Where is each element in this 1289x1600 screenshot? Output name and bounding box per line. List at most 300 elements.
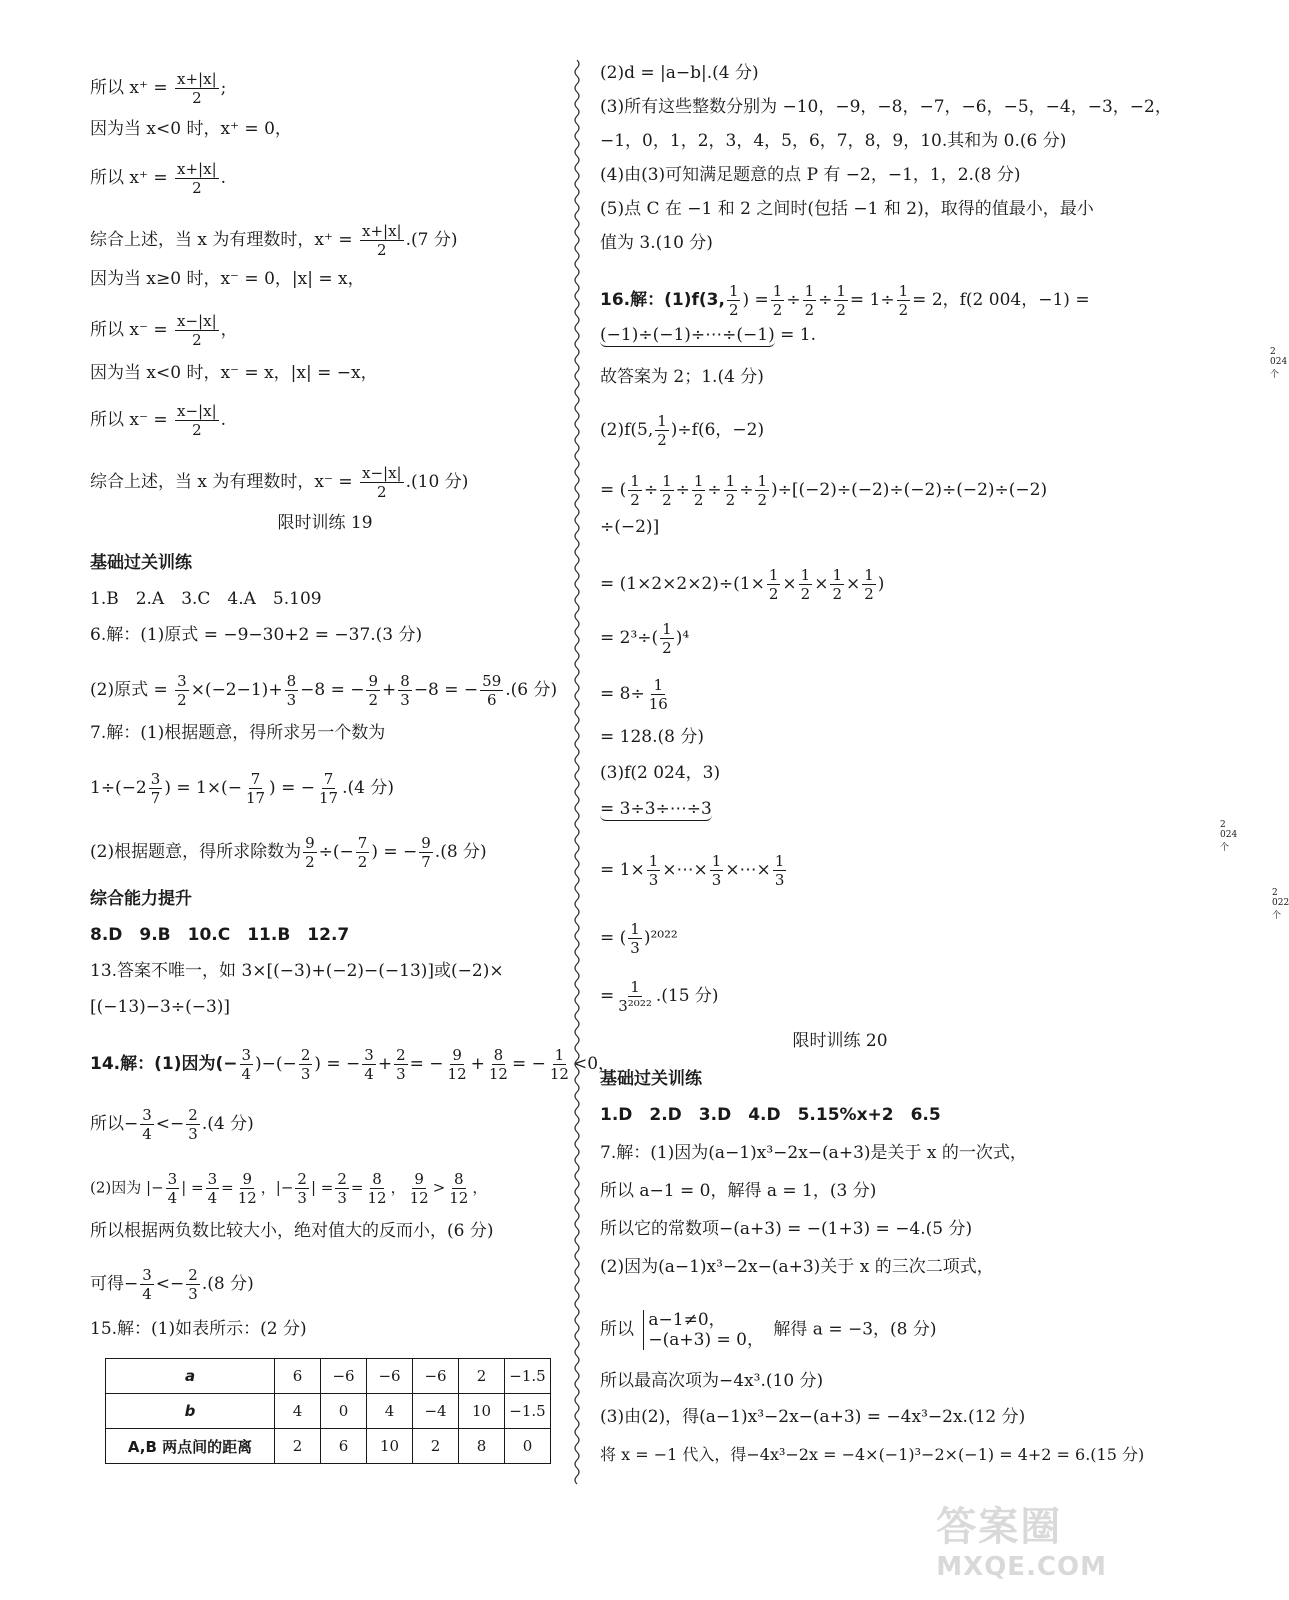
numerator: 1 bbox=[711, 852, 722, 870]
text: + bbox=[377, 1054, 393, 1074]
table-row bbox=[106, 1394, 551, 1429]
numerator: 7 bbox=[323, 770, 334, 788]
q7-part3 bbox=[90, 834, 487, 871]
fraction bbox=[175, 312, 219, 349]
text: + bbox=[470, 1054, 485, 1074]
fraction bbox=[356, 834, 370, 871]
line-8 bbox=[90, 402, 226, 439]
line: (3)所有这些整数分别为 −10，−9，−8，−7，−6，−5，−4，−3，−2， bbox=[600, 97, 1172, 117]
numerator: 1 bbox=[898, 282, 909, 300]
denominator: 2 bbox=[662, 639, 672, 657]
numerator: 1 bbox=[725, 472, 736, 490]
numerator: 1 bbox=[804, 282, 815, 300]
text: )÷f(6，−2) bbox=[670, 420, 765, 440]
text: ÷ bbox=[643, 480, 659, 500]
fraction bbox=[446, 1046, 469, 1083]
row-header: a bbox=[106, 1359, 275, 1394]
numerator: x+|x| bbox=[177, 70, 217, 88]
denominator: 2 bbox=[725, 491, 736, 509]
numerator: 1 bbox=[630, 920, 640, 938]
denominator: 3²⁰²² bbox=[618, 997, 652, 1015]
numerator: 1 bbox=[774, 852, 785, 870]
text: )−(− bbox=[255, 1054, 297, 1074]
q16-part9 bbox=[600, 676, 672, 713]
denominator: 12 bbox=[409, 1189, 429, 1207]
fraction bbox=[548, 1046, 571, 1083]
text: .(15 分) bbox=[655, 986, 719, 1006]
fraction bbox=[830, 566, 844, 603]
denominator: 3 bbox=[630, 939, 640, 957]
denominator: 3 bbox=[188, 1285, 198, 1303]
text: = 1× bbox=[600, 860, 645, 880]
denominator: 2 bbox=[772, 301, 783, 319]
numerator: x−|x| bbox=[177, 312, 217, 330]
fraction bbox=[727, 282, 741, 319]
fraction bbox=[692, 472, 706, 509]
equation: a−1≠0， bbox=[648, 1310, 726, 1330]
text: −8 = − bbox=[300, 680, 365, 700]
numerator: 1 bbox=[757, 472, 768, 490]
text: 解得 a = −3，(8 分) bbox=[773, 1319, 937, 1340]
denominator: 4 bbox=[142, 1285, 152, 1303]
text: ， bbox=[472, 1178, 488, 1197]
numerator: 1 bbox=[554, 1046, 565, 1064]
denominator: 2 bbox=[192, 421, 202, 439]
fraction bbox=[140, 1106, 154, 1143]
line: 所以它的常数项−(a+3) = −(1+3) = −4.(5 分) bbox=[600, 1219, 973, 1239]
numerator: 9 bbox=[305, 834, 315, 852]
fraction bbox=[365, 1170, 388, 1207]
fraction bbox=[175, 160, 219, 197]
denominator: 3 bbox=[648, 871, 659, 889]
text: × bbox=[814, 574, 829, 594]
text: = bbox=[221, 1178, 234, 1197]
numerator: x−|x| bbox=[177, 402, 217, 420]
denominator: 17 bbox=[318, 789, 339, 807]
denominator: 4 bbox=[167, 1189, 178, 1207]
line: (5)点 C 在 −1 和 2 之间时(包括 −1 和 2)，取得的值最小，最小 bbox=[600, 199, 1094, 219]
denominator: 2 bbox=[832, 585, 842, 603]
denominator: 2 bbox=[630, 491, 640, 509]
text: ) bbox=[877, 574, 885, 594]
column-divider bbox=[572, 60, 582, 1480]
text: ) = − bbox=[269, 778, 315, 798]
q16-part15 bbox=[600, 978, 719, 1015]
fraction bbox=[408, 1170, 431, 1207]
fraction bbox=[647, 676, 670, 713]
line: 所以最高次项为−4x³.(10 分) bbox=[600, 1371, 824, 1391]
line-2: 因为当 x<0 时，x⁺ = 0， bbox=[90, 119, 292, 139]
text: ÷ bbox=[786, 290, 801, 310]
denominator: 2 bbox=[377, 483, 387, 501]
denominator: 4 bbox=[241, 1065, 252, 1083]
fraction bbox=[186, 1266, 200, 1303]
q13-line2: [(−13)−3÷(−3)] bbox=[90, 997, 231, 1017]
fraction bbox=[360, 222, 404, 259]
table-cell: 10 bbox=[367, 1429, 413, 1464]
denominator: 3 bbox=[297, 1189, 307, 1207]
answers-line: 1.B 2.A 3.C 4.A 5.109 bbox=[90, 589, 322, 609]
numerator: 1 bbox=[864, 566, 874, 584]
table-cell: 0 bbox=[321, 1394, 367, 1429]
denominator: 17 bbox=[245, 789, 266, 807]
text: ÷ bbox=[675, 480, 690, 500]
text: = 2³÷( bbox=[600, 628, 659, 648]
denominator: 2 bbox=[657, 431, 667, 449]
line-9 bbox=[90, 464, 468, 501]
fraction bbox=[394, 1046, 408, 1083]
numerator: 8 bbox=[400, 672, 410, 690]
denominator: 2 bbox=[693, 491, 704, 509]
numerator: 7 bbox=[357, 834, 368, 852]
text: ÷ bbox=[818, 290, 833, 310]
q14-part5 bbox=[90, 1266, 254, 1303]
text: 所以 x⁺ = bbox=[90, 168, 168, 188]
denominator: 6 bbox=[486, 691, 497, 709]
line: 所以 a−1 = 0，解得 a = 1，(3 分) bbox=[600, 1181, 877, 1201]
fraction bbox=[862, 566, 876, 603]
numerator: 1 bbox=[630, 472, 640, 490]
fraction bbox=[660, 472, 674, 509]
text: = 8÷ bbox=[600, 684, 645, 704]
text: 综合上述，当 x 为有理数时，x⁻ = bbox=[90, 472, 353, 492]
fraction bbox=[175, 402, 219, 439]
text: + bbox=[382, 680, 397, 700]
line: (4)由(3)可知满足题意的点 P 有 −2，−1，1，2.(8 分) bbox=[600, 165, 1021, 185]
denominator: 12 bbox=[237, 1189, 257, 1207]
distance-table bbox=[105, 1358, 551, 1464]
denominator: 7 bbox=[150, 789, 161, 807]
brace-label: 2 024个 bbox=[1220, 820, 1238, 853]
numerator: x−|x| bbox=[362, 464, 402, 482]
line: = 128.(8 分) bbox=[600, 727, 704, 747]
text: (2)根据题意，得所求除数为 bbox=[90, 842, 302, 862]
text: ; bbox=[220, 78, 227, 98]
fraction bbox=[236, 1170, 259, 1207]
text: > bbox=[432, 1178, 446, 1197]
numerator: 3 bbox=[142, 1266, 152, 1284]
q6-part1: 6.解：(1)原式 = −9−30+2 = −37.(3 分) bbox=[90, 625, 423, 645]
text: = (1×2×2×2)÷(1× bbox=[600, 574, 765, 594]
q16-part14 bbox=[600, 920, 678, 957]
fraction bbox=[317, 770, 340, 807]
text: ， bbox=[220, 320, 238, 340]
numerator: 9 bbox=[242, 1170, 253, 1188]
text: = − bbox=[511, 1054, 546, 1074]
q6-part2 bbox=[90, 672, 557, 709]
fraction bbox=[398, 672, 412, 709]
denominator: 2 bbox=[357, 853, 368, 871]
fraction bbox=[186, 1106, 200, 1143]
table-cell: 10 bbox=[459, 1394, 505, 1429]
numerator: 3 bbox=[207, 1170, 218, 1188]
q14-part4: 所以根据两负数比较大小，绝对值大的反而小，(6 分) bbox=[90, 1221, 494, 1241]
fraction bbox=[285, 672, 299, 709]
table-cell: 2 bbox=[459, 1359, 505, 1394]
answers-line: 1.D 2.D 3.D 4.D 5.15%x+2 6.5 bbox=[600, 1105, 941, 1125]
fraction bbox=[303, 834, 317, 871]
denominator: 2 bbox=[864, 585, 874, 603]
text: 14.解：(1)因为(− bbox=[90, 1054, 238, 1074]
text: .(8 分) bbox=[201, 1274, 254, 1294]
section-title: 限时训练 20 bbox=[792, 1031, 888, 1051]
q16-part12 bbox=[600, 798, 712, 821]
fraction bbox=[419, 834, 433, 871]
denominator: 12 bbox=[447, 1065, 467, 1083]
line: (3)f(2 024，3) bbox=[600, 763, 721, 783]
text: ×(−2−1)+ bbox=[190, 680, 283, 700]
numerator: 1 bbox=[832, 566, 842, 584]
row-header: A,B 两点间的距离 bbox=[106, 1429, 275, 1464]
section-heading: 基础过关训练 bbox=[90, 553, 192, 573]
numerator: 9 bbox=[368, 672, 379, 690]
text: 所以 x⁻ = bbox=[90, 320, 168, 340]
table-cell: 4 bbox=[367, 1394, 413, 1429]
denominator: 2 bbox=[368, 691, 379, 709]
q14-part2 bbox=[90, 1106, 254, 1143]
brace-label: 2 024个 bbox=[1270, 347, 1288, 380]
fraction bbox=[755, 472, 769, 509]
denominator: 12 bbox=[367, 1189, 387, 1207]
line-3 bbox=[90, 160, 226, 197]
table-cell: −6 bbox=[367, 1359, 413, 1394]
line-7: 因为当 x<0 时，x⁻ = x，|x| = −x， bbox=[90, 363, 378, 383]
denominator: 2 bbox=[757, 491, 768, 509]
q16-part4 bbox=[600, 412, 764, 449]
text: ×⋯× bbox=[725, 860, 771, 880]
section-heading: 综合能力提升 bbox=[90, 889, 192, 909]
numerator: 8 bbox=[493, 1046, 504, 1064]
fraction bbox=[767, 566, 781, 603]
table-cell: 6 bbox=[321, 1429, 367, 1464]
denominator: 2 bbox=[836, 301, 846, 319]
denominator: 4 bbox=[207, 1189, 218, 1207]
denominator: 2 bbox=[662, 491, 672, 509]
q16-part7 bbox=[600, 566, 884, 603]
denominator: 3 bbox=[300, 1065, 311, 1083]
watermark-bottom: MXQE.COM bbox=[936, 1552, 1107, 1582]
denominator: 4 bbox=[364, 1065, 374, 1083]
fraction bbox=[240, 1046, 254, 1083]
denominator: 2 bbox=[898, 301, 909, 319]
numerator: 1 bbox=[662, 472, 672, 490]
fraction bbox=[710, 852, 724, 889]
denominator: 2 bbox=[800, 585, 811, 603]
text: = ( bbox=[600, 480, 627, 500]
line: (2)d = |a−b|.(4 分) bbox=[600, 63, 759, 83]
denominator: 3 bbox=[711, 871, 722, 889]
denominator: 3 bbox=[774, 871, 785, 889]
text: ) = bbox=[742, 290, 769, 310]
braced-expression: (−1)÷(−1)÷⋯÷(−1) bbox=[600, 325, 775, 345]
fraction bbox=[628, 920, 642, 957]
denominator: 2 bbox=[192, 89, 202, 107]
denominator: 3 bbox=[188, 1125, 198, 1143]
text: 所以 x⁻ = bbox=[90, 410, 168, 430]
line-5: 因为当 x≥0 时，x⁻ = 0，|x| = x， bbox=[90, 269, 365, 289]
text: = 1÷ bbox=[849, 290, 895, 310]
denominator: 12 bbox=[449, 1189, 469, 1207]
numerator: 2 bbox=[300, 1046, 311, 1064]
text: ÷(− bbox=[318, 842, 354, 862]
numerator: 3 bbox=[142, 1106, 152, 1124]
watermark bbox=[936, 1495, 1107, 1582]
denominator: 2 bbox=[177, 691, 187, 709]
fraction bbox=[655, 412, 669, 449]
text: = 2，f(2 004，−1) = bbox=[912, 290, 1090, 310]
table-cell: 2 bbox=[275, 1429, 321, 1464]
q16-part1 bbox=[600, 282, 1090, 319]
denominator: 3 bbox=[337, 1189, 347, 1207]
table-cell: −1.5 bbox=[505, 1359, 551, 1394]
q13-line1: 13.答案不唯一，如 3×[(−3)+(−2)−(−13)]或(−2)× bbox=[90, 961, 504, 981]
text: ) = 1×(− bbox=[164, 778, 242, 798]
table-cell: −4 bbox=[413, 1394, 459, 1429]
text: (2)原式 = bbox=[90, 680, 168, 700]
fraction bbox=[175, 70, 219, 107]
watermark-top: 答案圈 bbox=[936, 1504, 1063, 1550]
numerator: 1 bbox=[693, 472, 704, 490]
text: = − bbox=[409, 1054, 444, 1074]
fraction bbox=[660, 620, 674, 657]
numerator: 7 bbox=[250, 770, 261, 788]
text: 所以 x⁺ = bbox=[90, 78, 168, 98]
text: .(4 分) bbox=[201, 1114, 254, 1134]
numerator: 1 bbox=[772, 282, 783, 300]
text: )÷[(−2)÷(−2)÷(−2)÷(−2)÷(−2) bbox=[771, 480, 1048, 500]
denominator: 7 bbox=[421, 853, 431, 871]
fraction bbox=[897, 282, 911, 319]
q15-line: 15.解：(1)如表所示：(2 分) bbox=[90, 1319, 307, 1339]
table-cell: 6 bbox=[275, 1359, 321, 1394]
fraction bbox=[206, 1170, 220, 1207]
denominator: 12 bbox=[488, 1065, 508, 1083]
denominator: 2 bbox=[192, 331, 202, 349]
fraction bbox=[647, 852, 661, 889]
table-row bbox=[106, 1429, 551, 1464]
numerator: 9 bbox=[414, 1170, 424, 1188]
text: (2)f(5, bbox=[600, 420, 654, 440]
numerator: 1 bbox=[648, 852, 659, 870]
fraction bbox=[447, 1170, 470, 1207]
numerator: 3 bbox=[241, 1046, 252, 1064]
numerator: 1 bbox=[800, 566, 811, 584]
braced-expression: = 3÷3÷⋯÷3 bbox=[600, 799, 712, 819]
table-cell: 8 bbox=[459, 1429, 505, 1464]
section-title: 限时训练 19 bbox=[277, 513, 373, 533]
fraction bbox=[362, 1046, 376, 1083]
fraction bbox=[295, 1170, 309, 1207]
line: 7.解：(1)因为(a−1)x³−2x−(a+3)是关于 x 的一次式， bbox=[600, 1143, 1027, 1163]
numerator: 9 bbox=[421, 834, 431, 852]
denominator: 2 bbox=[768, 585, 779, 603]
fraction bbox=[360, 464, 404, 501]
text: × bbox=[782, 574, 797, 594]
text: ) = − bbox=[314, 1054, 361, 1074]
text: ，|− bbox=[260, 1178, 294, 1197]
text: | = bbox=[181, 1178, 204, 1197]
line: ÷(−2)] bbox=[600, 517, 660, 537]
q14-part1 bbox=[90, 1046, 615, 1083]
numerator: 2 bbox=[188, 1106, 198, 1124]
numerator: 2 bbox=[297, 1170, 307, 1188]
text: ) = − bbox=[371, 842, 418, 862]
text: × bbox=[846, 574, 861, 594]
text: 1÷(−2 bbox=[90, 778, 147, 798]
text: .(6 分) bbox=[505, 680, 558, 700]
denominator: 2 bbox=[192, 179, 202, 197]
table-cell: −1.5 bbox=[505, 1394, 551, 1429]
numerator: 3 bbox=[150, 770, 161, 788]
fraction bbox=[166, 1170, 180, 1207]
fraction bbox=[480, 672, 503, 709]
line: −1，0，1，2，3，4，5，6，7，8，9，10.其和为 0.(6 分) bbox=[600, 131, 1067, 151]
text: 所以 bbox=[600, 1319, 634, 1340]
text: )²⁰²² bbox=[643, 928, 678, 948]
fraction bbox=[799, 566, 813, 603]
table-cell: −6 bbox=[321, 1359, 367, 1394]
fraction bbox=[140, 1266, 154, 1303]
table-cell: 0 bbox=[505, 1429, 551, 1464]
numerator: 2 bbox=[188, 1266, 198, 1284]
text: .(8 分) bbox=[434, 842, 487, 862]
fraction bbox=[834, 282, 848, 319]
fraction bbox=[773, 852, 787, 889]
line: (2)因为(a−1)x³−2x−(a+3)关于 x 的三次二项式， bbox=[600, 1257, 994, 1277]
text: | = bbox=[310, 1178, 334, 1197]
row-header: b bbox=[106, 1394, 275, 1429]
numerator: 1 bbox=[653, 676, 664, 694]
fraction bbox=[299, 1046, 313, 1083]
fraction bbox=[244, 770, 267, 807]
numerator: 3 bbox=[364, 1046, 374, 1064]
table-cell: −6 bbox=[413, 1359, 459, 1394]
numerator: 1 bbox=[768, 566, 779, 584]
text: .(4 分) bbox=[342, 778, 394, 798]
numerator: 8 bbox=[454, 1170, 464, 1188]
section-heading: 基础过关训练 bbox=[600, 1069, 702, 1089]
q16-part5 bbox=[600, 472, 1047, 509]
numerator: 3 bbox=[167, 1170, 178, 1188]
line: 故答案为 2；1.(4 分) bbox=[600, 367, 764, 387]
q7-part1: 7.解：(1)根据题意，得所求另一个数为 bbox=[90, 723, 386, 743]
denominator: 2 bbox=[305, 853, 315, 871]
fraction bbox=[771, 282, 785, 319]
denominator: 12 bbox=[549, 1065, 569, 1083]
text: ×⋯× bbox=[662, 860, 708, 880]
table-row bbox=[106, 1359, 551, 1394]
text: .(10 分) bbox=[405, 472, 469, 492]
fraction bbox=[366, 672, 380, 709]
text: 可得− bbox=[90, 1274, 139, 1294]
numerator: 1 bbox=[662, 620, 672, 638]
numerator: 1 bbox=[630, 978, 640, 996]
numerator: x+|x| bbox=[177, 160, 217, 178]
denominator: 3 bbox=[400, 691, 410, 709]
text: = bbox=[350, 1178, 364, 1197]
equation: −(a+3) = 0， bbox=[648, 1330, 764, 1350]
text: 16.解：(1)f(3, bbox=[600, 290, 725, 310]
q16-part8 bbox=[600, 620, 689, 657]
text: 综合上述，当 x 为有理数时，x⁺ = bbox=[90, 230, 353, 250]
table-cell: 2 bbox=[413, 1429, 459, 1464]
denominator: 16 bbox=[648, 695, 668, 713]
text: ÷ bbox=[739, 480, 754, 500]
line: (3)由(2)，得(a−1)x³−2x−(a+3) = −4x³−2x.(12 分) bbox=[600, 1407, 1026, 1427]
text: (2)因为 |− bbox=[90, 1178, 164, 1197]
numerator: 59 bbox=[482, 672, 502, 690]
text: −8 = − bbox=[413, 680, 479, 700]
